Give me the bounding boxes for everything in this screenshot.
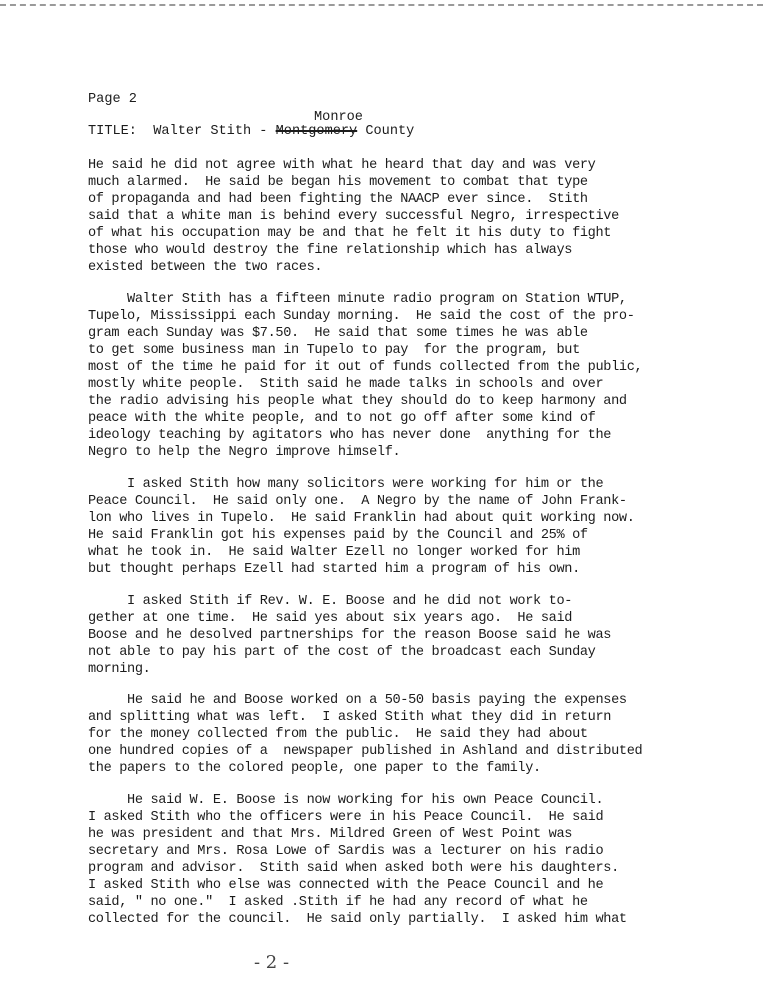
paragraph-4-line-3: Boose and he desolved partnerships for the reason Boose said he was [88,628,612,643]
paragraph-1-line-6: those who would destroy the fine relationship which has always [88,243,573,258]
paragraph-2-line-5: most of the time he paid for it out of funds collected from the public, [88,360,643,375]
paragraph-6-line-6: I asked Stith who else was connected with the Peace Council and he [88,878,604,893]
paragraph-6-line-7: said, " no one." I asked .Stith if he had any record of what he [88,895,588,910]
paragraph-3-line-6: but thought perhaps Ezell had started him a program of his own. [88,562,580,577]
paragraph-6-line-2: I asked Stith who the officers were in his Peace Council. He said [88,810,604,825]
paragraph-5-line-2: and splitting what was left. I asked Stith what they did in return [88,710,612,725]
paragraph-4-line-1: I asked Stith if Rev. W. E. Boose and he did not work to- [88,594,573,609]
paragraph-5-line-1: He said he and Boose worked on a 50-50 basis paying the expenses [88,693,627,708]
paragraph-4-line-2: gether at one time. He said yes about six years ago. He said [88,611,573,626]
paragraph-3-line-2: Peace Council. He said only one. A Negro by the name of John Frank- [88,494,627,509]
paragraph-2-line-4: to get some business man in Tupelo to pay for the program, but [88,343,580,358]
paragraph-6-line-5: program and advisor. Stith said when asked both were his daughters. [88,861,619,876]
paragraph-1-line-4: said that a white man is behind every successful Negro, irrespective [88,209,619,224]
paragraph-3-line-3: lon who lives in Tupelo. He said Franklin had about quit working now. [88,511,635,526]
title-struck-word: Montgomery [275,124,358,139]
paragraph-1-line-5: of what his occupation may be and that he felt it his duty to fight [88,226,612,241]
paragraph-4-line-5: morning. [88,662,151,677]
paragraph-5-line-3: for the money collected from the public. He said they had about [88,727,588,742]
paragraph-1-line-3: of propaganda and had been fighting the NAACP ever since. Stith [88,192,588,207]
title-suffix: County [357,124,415,139]
title-prefix: TITLE: Walter Stith - [88,124,276,139]
document-title [88,124,414,139]
paragraph-2-line-1: Walter Stith has a fifteen minute radio program on Station WTUP, [88,292,627,307]
paragraph-5-line-4: one hundred copies of a newspaper published in Ashland and distributed [88,744,643,759]
paragraph-2-line-8: peace with the white people, and to not go off after some kind of [88,411,596,426]
paragraph-2-line-6: mostly white people. Stith said he made talks in schools and over [88,377,604,392]
paragraph-2-line-3: gram each Sunday was $7.50. He said that some times he was able [88,326,588,341]
paragraph-2-line-10: Negro to help the Negro improve himself. [88,445,401,460]
paragraph-6-line-3: he was president and that Mrs. Mildred Green of West Point was [88,827,573,842]
page-label: Page 2 [88,92,137,107]
paragraph-1-line-7: existed between the two races. [88,260,323,275]
paragraph-2-line-9: ideology teaching by agitators who has never done anything for the [88,428,612,443]
paragraph-3-line-4: He said Franklin got his expenses paid by the Council and 25% of [88,528,588,543]
paragraph-6-line-4: secretary and Mrs. Rosa Lowe of Sardis was a lecturer on his radio [88,844,604,859]
handwritten-page-number: - 2 - [254,952,290,973]
paragraph-1-line-1: He said he did not agree with what he heard that day and was very [88,158,596,173]
paragraph-6-line-8: collected for the council. He said only partially. I asked him what [88,912,627,927]
paragraph-1-line-2: much alarmed. He said be began his movement to combat that type [88,175,588,190]
paragraph-4-line-4: not able to pay his part of the cost of the broadcast each Sunday [88,645,596,660]
paragraph-2-line-7: the radio advising his people what they should do to keep harmony and [88,394,627,409]
title-handwritten-insert: Monroe [314,110,363,125]
paragraph-3-line-1: I asked Stith how many solicitors were working for him or the [88,477,604,492]
paragraph-5-line-5: the papers to the colored people, one paper to the family. [88,761,541,776]
paragraph-3-line-5: what he took in. He said Walter Ezell no longer worked for him [88,545,580,560]
paragraph-2-line-2: Tupelo, Mississippi each Sunday morning. He said the cost of the pro- [88,309,635,324]
paragraph-6-line-1: He said W. E. Boose is now working for his own Peace Council. [88,793,604,808]
